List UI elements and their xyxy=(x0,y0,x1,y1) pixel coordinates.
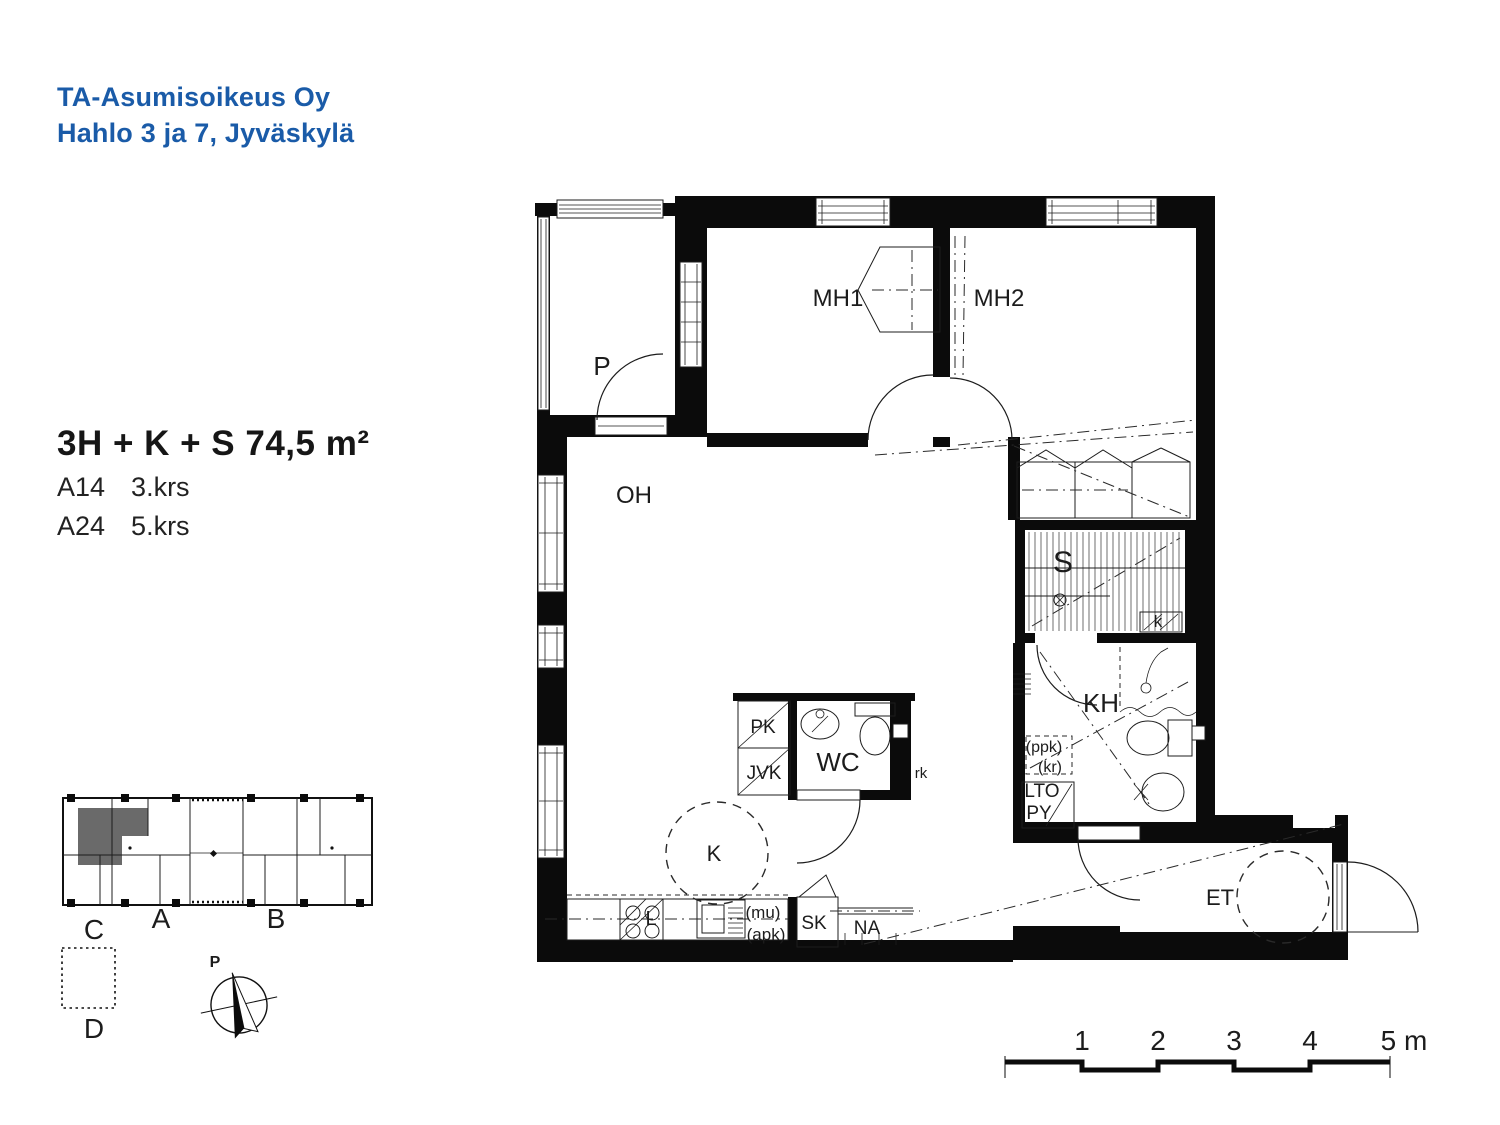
hall-wardrobes xyxy=(1017,448,1190,518)
room-label-entry: ET xyxy=(1205,885,1235,910)
room-label-balcony: P xyxy=(593,351,611,381)
label-duct: rk xyxy=(914,765,928,782)
scale-tick-3: 3 xyxy=(1226,1025,1242,1056)
label-dryer-reserve: (kr) xyxy=(1038,759,1062,776)
room-label-living: OH xyxy=(616,482,652,509)
label-stove: L xyxy=(645,908,657,930)
label-building-c: C xyxy=(83,914,105,945)
label-building-d: D xyxy=(83,1013,105,1044)
label-kitchen-table: K xyxy=(706,841,722,866)
unit-floor: 5.krs xyxy=(131,511,190,541)
scale-tick-2: 2 xyxy=(1150,1025,1166,1056)
bedroom1-door xyxy=(868,375,933,447)
unit-id: A24 xyxy=(57,511,106,541)
label-stair-b: B xyxy=(266,903,286,934)
bedroom2-door xyxy=(933,377,1012,440)
entrance-door xyxy=(1333,862,1418,932)
label-sauna-heater: k xyxy=(1153,612,1163,631)
room-label-bathroom: KH xyxy=(1082,688,1120,718)
label-dishwasher-reserve: (apk) xyxy=(746,925,786,944)
label-coat-rack: NA xyxy=(853,918,881,939)
wc-door xyxy=(797,790,860,863)
label-washer-reserve: (ppk) xyxy=(1025,739,1063,756)
label-stair-a: A xyxy=(151,903,171,934)
site-plan xyxy=(62,794,372,1044)
scale-tick-5m: 5 m xyxy=(1380,1025,1428,1056)
room-label-wc: WC xyxy=(816,747,860,777)
window-bedroom1 xyxy=(816,198,890,226)
floor-plan xyxy=(535,196,1418,962)
room-label-bedroom1: MH1 xyxy=(812,285,864,312)
label-fridge: JVK xyxy=(746,763,782,784)
window-bedroom2 xyxy=(1046,198,1157,226)
compass-icon xyxy=(194,954,284,1044)
walls xyxy=(535,196,1348,962)
room-label-sauna: S xyxy=(1052,546,1074,579)
scale-bar xyxy=(1005,1025,1427,1078)
window-living-2 xyxy=(538,625,564,668)
building-d-outline xyxy=(62,948,115,1008)
room-label-bedroom2: MH2 xyxy=(973,285,1025,312)
window-balcony-top xyxy=(557,200,663,218)
label-laundry-cabinet: PY xyxy=(1026,803,1052,824)
bedroom1-wardrobe xyxy=(858,247,940,332)
company-name: TA-Asumisoikeus Oy xyxy=(57,82,331,112)
bathroom-door xyxy=(1078,826,1140,900)
label-freezer: PK xyxy=(750,717,776,738)
unit-id: A14 xyxy=(57,472,106,502)
window-living-1 xyxy=(538,475,564,592)
unit-floor: 3.krs xyxy=(131,472,190,502)
project-name: Hahlo 3 ja 7, Jyväskylä xyxy=(57,117,355,148)
scale-tick-4: 4 xyxy=(1302,1025,1318,1056)
apartment-type-area: 3H + K + S 74,5 m² xyxy=(57,424,370,463)
scale-tick-1: 1 xyxy=(1074,1025,1090,1056)
label-microwave-reserve: (mu) xyxy=(745,903,781,922)
scale-bar-labels xyxy=(1074,1025,1427,1056)
window-balcony-left xyxy=(538,217,549,410)
entry-turning-circle xyxy=(1237,851,1329,943)
window-living-3 xyxy=(538,745,564,858)
et-wall-notch xyxy=(1293,815,1335,828)
scale-bar-line xyxy=(1005,1062,1390,1070)
label-heat-recovery: LTO xyxy=(1024,781,1060,802)
label-north: P xyxy=(209,954,221,971)
window-balcony-divider xyxy=(680,262,702,367)
site-plan-labels xyxy=(84,903,285,1044)
label-cleaning-closet: SK xyxy=(801,913,827,934)
